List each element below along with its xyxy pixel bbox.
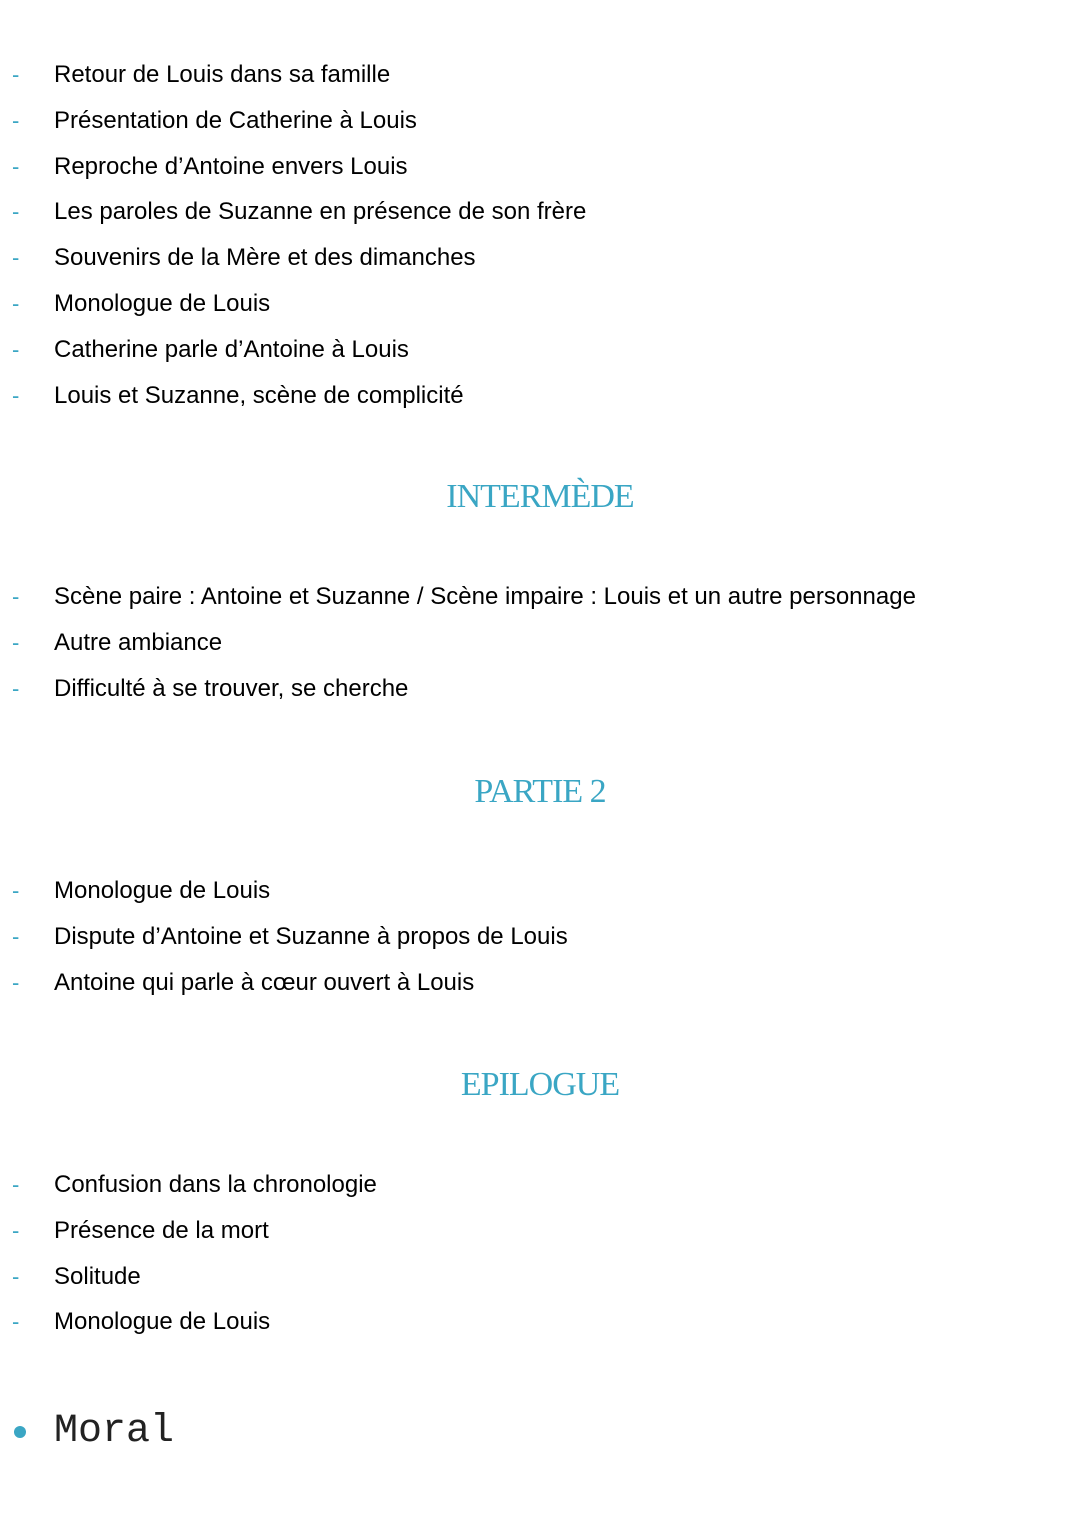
list-item: [0, 628, 1080, 674]
bullet-moral: [0, 1408, 1080, 1458]
dash-marker: -: [12, 336, 20, 362]
list-item: [0, 1216, 1080, 1262]
list-item: [0, 1262, 1080, 1308]
bullet-dot-icon: [14, 1426, 26, 1438]
dash-marker: -: [12, 62, 20, 87]
list-item-text: Présence de la mort: [54, 1216, 269, 1244]
list-item: [0, 1170, 1080, 1216]
list-item-text: Reproche d’Antoine envers Louis: [54, 152, 408, 180]
heading-epilogue: EPILOGUE: [460, 1066, 620, 1103]
list-item: [0, 106, 1080, 152]
dash-marker: -: [12, 1217, 20, 1243]
list-item: [0, 60, 1080, 106]
dash-marker: -: [12, 107, 20, 133]
dash-marker: -: [12, 675, 20, 701]
dash-marker: -: [12, 584, 20, 609]
section-partie-2-list: [0, 876, 1080, 1013]
list-item-text: Solitude: [54, 1262, 141, 1290]
list-item: [0, 1307, 1080, 1353]
list-item: [0, 968, 1080, 1014]
list-item: [0, 289, 1080, 335]
heading-partie-2: PARTIE 2: [474, 773, 606, 810]
dash-marker: -: [12, 382, 20, 408]
dash-marker: -: [12, 245, 20, 271]
section-epilogue-list: [0, 1170, 1080, 1353]
list-item-text: Monologue de Louis: [54, 1308, 271, 1336]
list-item-text: Retour de Louis dans sa famille: [54, 61, 391, 88]
list-item: [0, 876, 1080, 922]
list-item-text: Présentation de Catherine à Louis: [54, 106, 417, 134]
heading-intermede: INTERMÈDE: [446, 478, 634, 515]
list-item-text: Louis et Suzanne, scène de complicité: [54, 381, 464, 409]
list-item: [0, 922, 1080, 968]
list-item-text: Difficulté à se trouver, se cherche: [54, 674, 409, 702]
dash-marker: -: [12, 923, 20, 949]
list-item: [0, 674, 1080, 720]
list-item-text: Monologue de Louis: [54, 877, 271, 904]
dash-marker: -: [12, 199, 20, 225]
section-1-list: [0, 60, 1080, 426]
list-item-text: Antoine qui parle à cœur ouvert à Louis: [54, 968, 475, 996]
list-item: [0, 381, 1080, 427]
bullet-label: Moral: [54, 1409, 175, 1454]
section-intermede-list: [0, 582, 1080, 719]
list-item: [0, 335, 1080, 381]
dash-marker: -: [12, 969, 20, 995]
list-item-text: Catherine parle d’Antoine à Louis: [54, 335, 409, 363]
dash-marker: -: [12, 153, 20, 179]
list-item-text: Dispute d’Antoine et Suzanne à propos de Louis: [54, 922, 568, 950]
list-item-text: Autre ambiance: [54, 628, 223, 656]
dash-marker: -: [12, 1309, 20, 1335]
dash-marker: -: [12, 878, 20, 903]
list-item-text: Souvenirs de la Mère et des dimanches: [54, 244, 476, 272]
list-item-text: Scène paire : Antoine et Suzanne / Scène impaire : Louis et un autre personnage: [54, 583, 916, 610]
dash-marker: -: [12, 290, 20, 316]
list-item-text: Monologue de Louis: [54, 289, 271, 317]
dash-marker: -: [12, 1263, 20, 1289]
list-item-text: Les paroles de Suzanne en présence de son frère: [54, 198, 587, 226]
list-item: [0, 197, 1080, 243]
list-item: [0, 243, 1080, 289]
list-item-text: Confusion dans la chronologie: [54, 1171, 377, 1198]
dash-marker: -: [12, 1172, 20, 1197]
list-item: [0, 582, 1080, 628]
list-item: [0, 152, 1080, 198]
dash-marker: -: [12, 629, 20, 655]
